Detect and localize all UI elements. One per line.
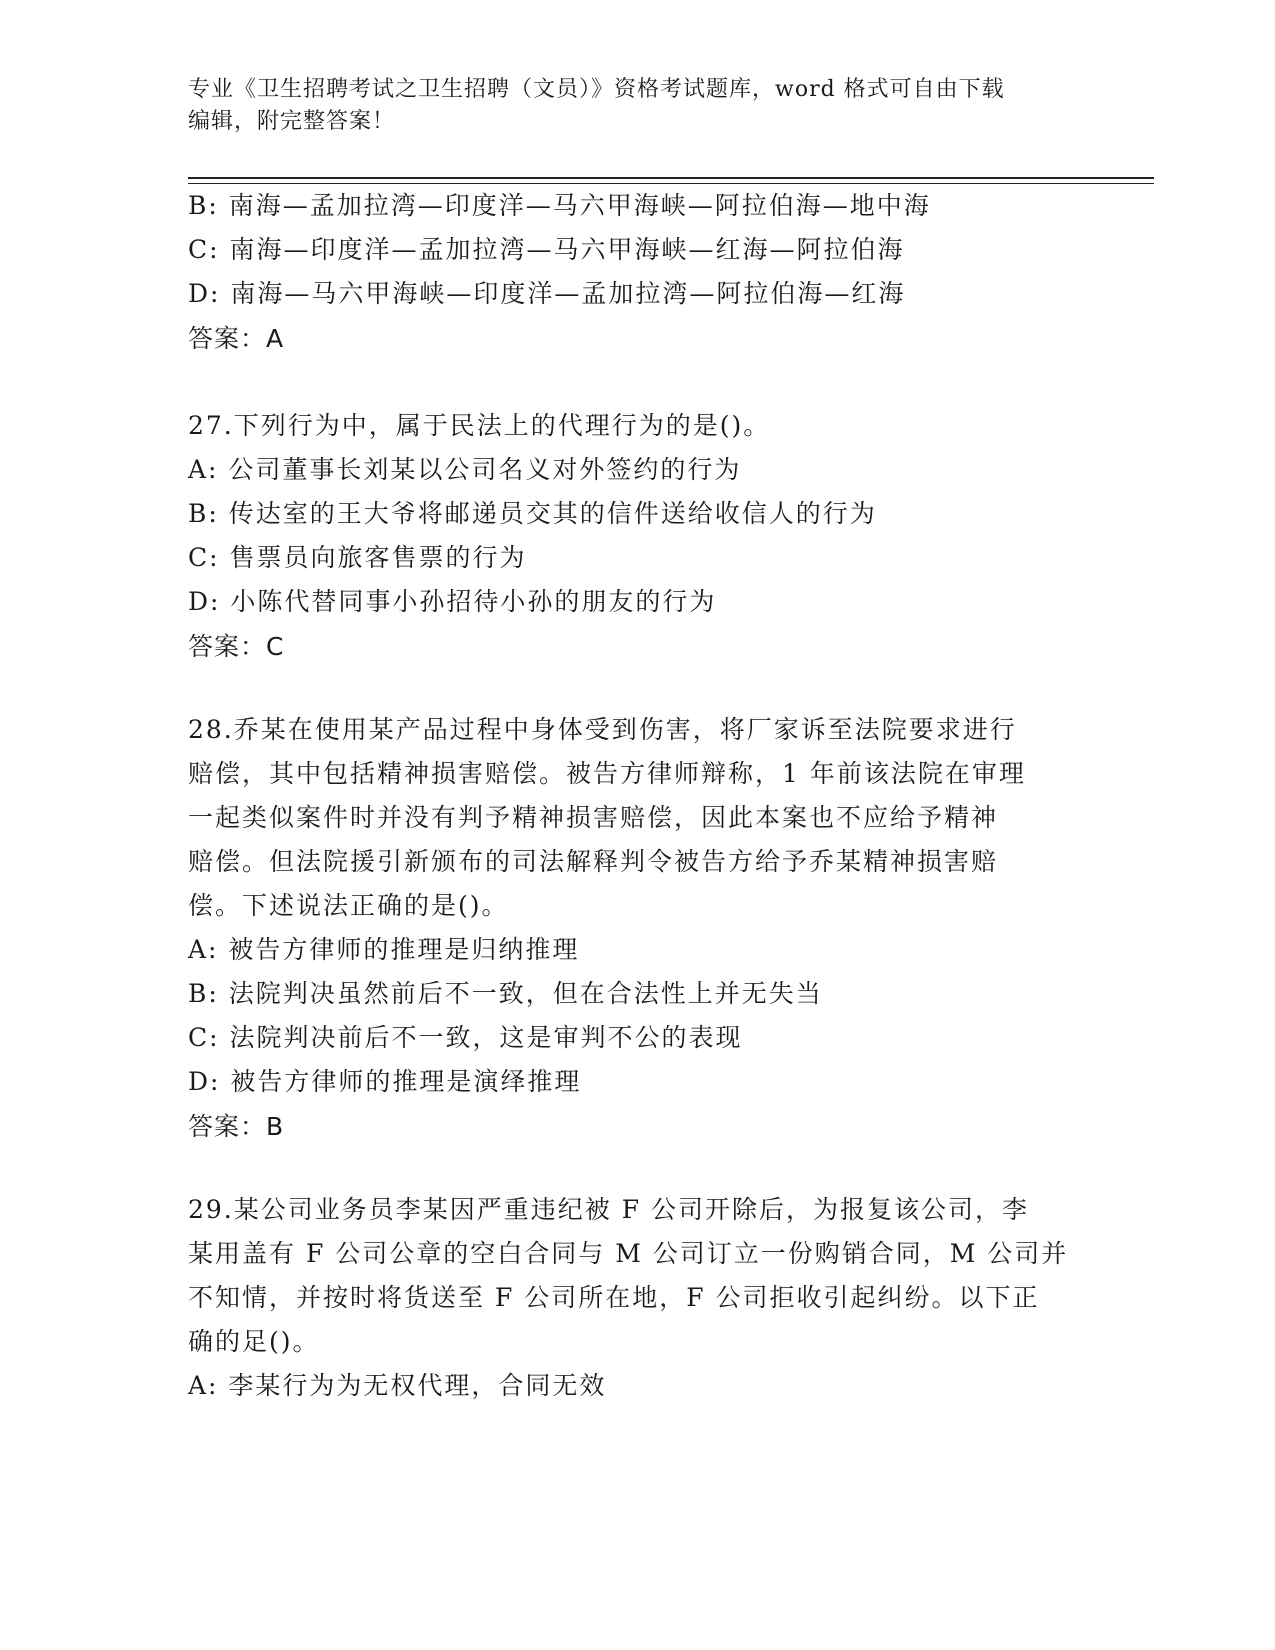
q28-option-a: A: 被告方律师的推理是归纳推理 — [188, 935, 580, 964]
q28-question-line: 28.乔某在使用某产品过程中身体受到伤害，将厂家诉至法院要求进行 — [188, 715, 1017, 744]
q28-option-d: D: 被告方律师的推理是演绎推理 — [188, 1067, 582, 1096]
q27-option-b: B: 传达室的王大爷将邮递员交其的信件送给收信人的行为 — [188, 499, 877, 528]
q26-answer: 答案：A — [188, 324, 285, 353]
q26-option-b: B: 南海—孟加拉湾—印度洋—马六甲海峡—阿拉伯海—地中海 — [188, 191, 931, 220]
header-line-1: 专业《卫生招聘考试之卫生招聘（文员）》资格考试题库，word 格式可自由下载 — [188, 77, 1005, 102]
header-divider-thick — [188, 177, 1154, 179]
q28-answer: 答案：B — [188, 1112, 285, 1141]
q28-question-line: 赔偿。但法院援引新颁布的司法解释判令被告方给予乔某精神损害赔 — [188, 847, 999, 876]
q26-option-c: C: 南海—印度洋—孟加拉湾—马六甲海峡—红海—阿拉伯海 — [188, 235, 905, 264]
q27-option-d: D: 小陈代替同事小孙招待小孙的朋友的行为 — [188, 587, 717, 616]
q28-option-c: C: 法院判决前后不一致，这是审判不公的表现 — [188, 1023, 743, 1052]
header-line-2: 编辑，附完整答案！ — [188, 109, 396, 134]
q29-question-line: 某用盖有 F 公司公章的空白合同与 M 公司订立一份购销合同，M 公司并 — [188, 1239, 1069, 1268]
q27-answer: 答案：C — [188, 632, 285, 661]
q29-option-a: A: 李某行为为无权代理，合同无效 — [188, 1371, 607, 1400]
q29-question-line: 不知情，并按时将货送至 F 公司所在地，F 公司拒收引起纠纷。以下正 — [188, 1283, 1040, 1312]
q27-option-c: C: 售票员向旅客售票的行为 — [188, 543, 527, 572]
q28-question-line: 偿。下述说法正确的是()。 — [188, 891, 509, 920]
q27-option-a: A: 公司董事长刘某以公司名义对外签约的行为 — [188, 455, 742, 484]
q27-question: 27.下列行为中，属于民法上的代理行为的是()。 — [188, 411, 771, 440]
q29-question-line: 确的足()。 — [188, 1327, 320, 1356]
q28-question-line: 一起类似案件时并没有判予精神损害赔偿，因此本案也不应给予精神 — [188, 803, 999, 832]
q28-option-b: B: 法院判决虽然前后不一致，但在合法性上并无失当 — [188, 979, 823, 1008]
document-header — [188, 74, 1088, 138]
q28-question-line: 赔偿，其中包括精神损害赔偿。被告方律师辩称，1 年前该法院在审理 — [188, 759, 1026, 788]
q29-question-line: 29.某公司业务员李某因严重违纪被 F 公司开除后，为报复该公司，李 — [188, 1195, 1030, 1224]
header-divider-thin — [188, 183, 1154, 184]
q26-option-d: D: 南海—马六甲海峡—印度洋—孟加拉湾—阿拉伯海—红海 — [188, 279, 906, 308]
